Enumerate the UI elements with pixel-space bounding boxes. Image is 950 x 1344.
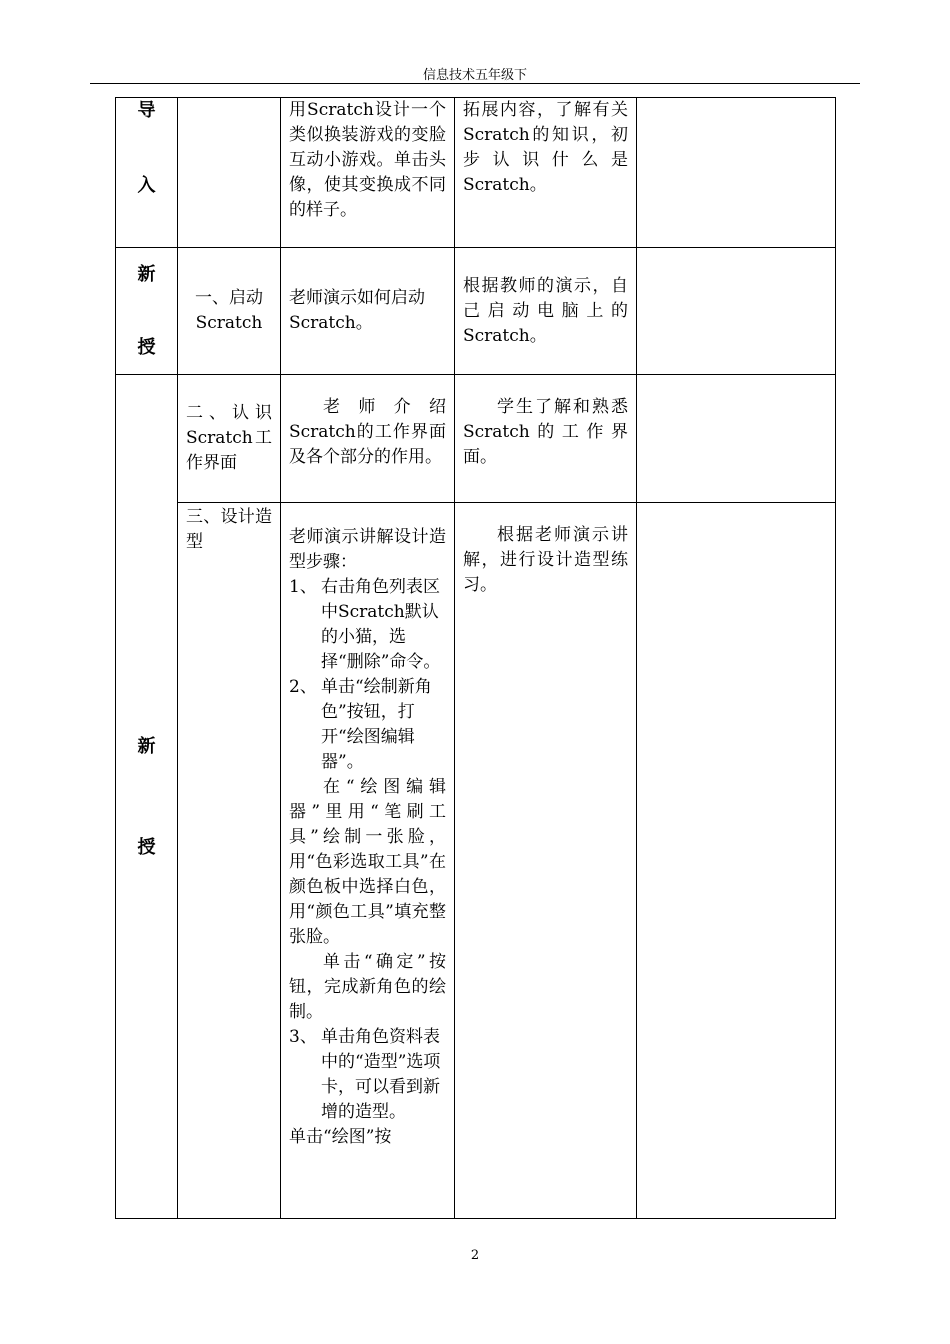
teacher-activity-new-1: 老师演示如何启动Scratch。 bbox=[281, 248, 455, 375]
student-activity-new-3: 根据老师演示讲解，进行设计造型练习。 bbox=[455, 503, 637, 1219]
step-cell-new-2: 二、认识Scratch工作界面 bbox=[178, 375, 281, 503]
teacher-activity-new-2: 老师介绍Scratch的工作界面及各个部分的作用。 bbox=[281, 375, 455, 503]
table-row-new-2 bbox=[116, 375, 836, 503]
list-item bbox=[289, 1025, 446, 1125]
student-activity-intro: 拓展内容，了解有关Scratch的知识，初步认识什么是Scratch。 bbox=[455, 98, 637, 248]
table-row-new-1 bbox=[116, 248, 836, 375]
teacher-activity-new-3 bbox=[281, 503, 455, 1219]
stage-label-bottom: 授 bbox=[137, 836, 156, 858]
page-number: 2 bbox=[470, 1248, 480, 1263]
teacher-activity-intro: 用Scratch设计一个类似换装游戏的变脸互动小游戏。单击头像，使其变换成不同的样子。 bbox=[281, 98, 455, 248]
step-text: 单击“绘制新角色”按钮，打开“绘图编辑器”。 bbox=[321, 677, 432, 772]
paragraph-tail: 单击“绘图”按 bbox=[289, 1127, 392, 1147]
paragraph-confirm: 单击“确定”按钮，完成新角色的绘制。 bbox=[289, 952, 446, 1022]
step-number: 1、 bbox=[289, 577, 317, 597]
paragraph-drawing: 在“绘图编辑器”里用“笔刷工具”绘制一张脸，用“色彩选取工具”在颜色板中选择白色，用“颜色工具”填充整张脸。 bbox=[289, 777, 446, 947]
page-header: 信息技术五年级下 bbox=[422, 68, 527, 83]
list-item bbox=[289, 675, 446, 775]
stage-label-top: 导 bbox=[137, 100, 156, 121]
stage-label-bottom: 入 bbox=[137, 175, 156, 196]
notes-cell-new-3 bbox=[637, 503, 836, 1219]
table-row-intro bbox=[116, 98, 836, 248]
steps-list-2 bbox=[289, 1025, 446, 1125]
step-cell-new-3: 三、设计造型 bbox=[178, 503, 281, 1219]
stage-cell-new-2 bbox=[116, 375, 178, 1219]
step-number: 2、 bbox=[289, 677, 317, 697]
student-activity-new-2: 学生了解和熟悉Scratch的工作界面。 bbox=[455, 375, 637, 503]
lesson-plan-table bbox=[115, 97, 836, 1219]
notes-cell-new-1 bbox=[637, 248, 836, 375]
table-row-new-3 bbox=[116, 503, 836, 1219]
stage-cell-intro bbox=[116, 98, 178, 248]
stage-cell-new-1 bbox=[116, 248, 178, 375]
step-number: 3、 bbox=[289, 1027, 317, 1047]
student-activity-new-1: 根据教师的演示，自己启动电脑上的Scratch。 bbox=[455, 248, 637, 375]
notes-cell-intro bbox=[637, 98, 836, 248]
step-text: 右击角色列表区中Scratch默认的小猫，选择“删除”命令。 bbox=[321, 577, 441, 672]
stage-label-top: 新 bbox=[137, 735, 156, 757]
stage-label-bottom: 授 bbox=[137, 337, 156, 358]
step-text: 单击角色资料表中的“造型”选项卡，可以看到新增的造型。 bbox=[321, 1027, 441, 1122]
steps-list bbox=[289, 575, 446, 775]
list-item bbox=[289, 575, 446, 675]
teacher-intro: 老师演示讲解设计造型步骤： bbox=[289, 527, 446, 572]
notes-cell-new-2 bbox=[637, 375, 836, 503]
step-cell-intro bbox=[178, 98, 281, 248]
stage-label-top: 新 bbox=[137, 264, 156, 285]
header-rule bbox=[90, 83, 860, 84]
step-cell-new-1: 一、启动Scratch bbox=[178, 248, 281, 375]
